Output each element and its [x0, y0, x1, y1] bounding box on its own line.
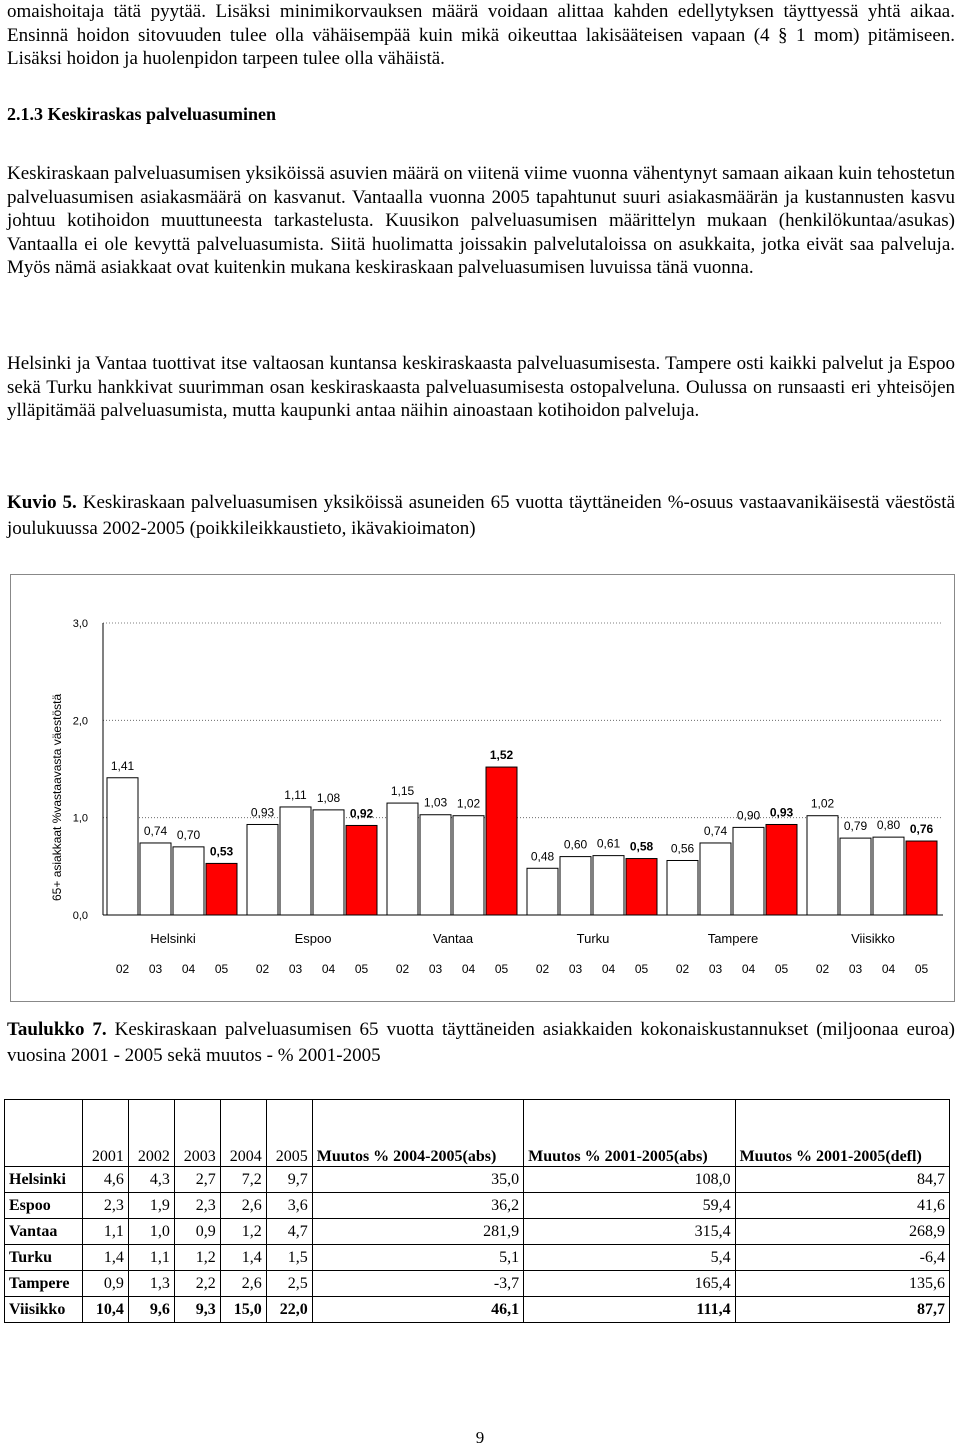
- x-group-label: Viisikko: [851, 931, 895, 946]
- table-row: [5, 1219, 950, 1245]
- data-label: 0,61: [596, 836, 621, 851]
- table-header-cell: 2004: [220, 1100, 266, 1167]
- bar: [247, 824, 278, 915]
- table-corner-cell: [5, 1100, 83, 1167]
- x-year-label: 04: [321, 962, 336, 976]
- bar: [173, 847, 204, 915]
- bar: [700, 843, 731, 915]
- bar: [766, 824, 797, 915]
- figure-caption-label: Kuvio 5.: [7, 492, 77, 513]
- table-cell: 111,4: [524, 1297, 735, 1323]
- table-cell: 4,6: [82, 1167, 128, 1193]
- page-number: 9: [475, 1428, 485, 1447]
- table-cell: 41,6: [735, 1193, 949, 1219]
- y-tick-label: 3,0: [72, 618, 88, 630]
- table-cell: -6,4: [735, 1245, 949, 1271]
- data-label: 1,02: [456, 796, 481, 811]
- figure-caption-text: Keskiraskaan palveluasumisen yksiköissä asuneiden 65 vuotta täyttäneiden %-osuus vastaavanikäisestä väestöstä joulukuussa 2002-2005 (poikkileikkaustieto, ikävakioimaton): [7, 492, 955, 539]
- paragraph-2: Helsinki ja Vantaa tuottivat itse valtaosan kuntansa keskiraskaasta palveluasumisesta. Tampere osti kaikki palvelut ja Espoo sekä Turku hankkivat suurimman osan keskiraskaasta palveluasumisesta ostopalveluna. Oulussa on runsaasti eri yhteisöjen ylläpitämää palveluasumista, mutta kaupunki antaa näihin ainoastaan kotihoidon palveluja.: [7, 353, 955, 421]
- x-year-label: 02: [255, 962, 270, 976]
- table-row-label: Viisikko: [5, 1297, 83, 1323]
- data-label: 0,92: [349, 806, 374, 821]
- data-label: 0,74: [703, 823, 728, 838]
- table-row-label: Vantaa: [5, 1219, 83, 1245]
- data-label: 0,53: [209, 844, 234, 859]
- bar: [906, 841, 937, 915]
- x-year-label: 03: [568, 962, 583, 976]
- section-heading: 2.1.3 Keskiraskas palveluasuminen: [7, 104, 277, 124]
- table-row-label: Turku: [5, 1245, 83, 1271]
- data-label: 0,93: [769, 805, 794, 820]
- data-label: 1,03: [423, 795, 448, 810]
- x-year-label: 02: [395, 962, 410, 976]
- table-cell: 87,7: [735, 1297, 949, 1323]
- table-cell: 9,7: [266, 1167, 312, 1193]
- table-row-label: Espoo: [5, 1193, 83, 1219]
- table-cell: 1,1: [128, 1245, 174, 1271]
- table-row: [5, 1271, 950, 1297]
- y-tick-label: 0,0: [72, 910, 88, 922]
- x-year-label: 04: [881, 962, 896, 976]
- table-cell: 1,4: [82, 1245, 128, 1271]
- x-year-label: 03: [708, 962, 723, 976]
- bar: [840, 838, 871, 915]
- table-header-cell: Muutos % 2001-2005(abs): [524, 1100, 735, 1167]
- x-group-label: Vantaa: [432, 931, 474, 946]
- x-year-label: 02: [535, 962, 550, 976]
- table-cell: 268,9: [735, 1219, 949, 1245]
- paragraph-1: Keskiraskaan palveluasumisen yksiköissä asuvien määrä on viitenä viime vuonna vähentynyt samaan aikaan kuin tehostetun palveluasumisen asiakasmäärä on kasvanut. Vantaalla vuonna 2005 tapahtunut suuri asiakasmäärän ja kustannusten kasvu johtuu kotihoidon muuttuneesta tarkastelusta. Kuusikon palveluasumisen määrittelyn mukaan (henkilökuntaa/asukas) Vantaalla ei ole kevyttä palveluasumista. Siitä huolimatta joissakin palvelutaloissa on asukkaita, jotka eivät saa palveluja. Myös nämä asiakkaat ovat kuitenkin mukana keskiraskaan palveluasumisen luvuissa tänä vuonna.: [7, 163, 955, 278]
- table-cell: 281,9: [312, 1219, 523, 1245]
- table-header-cell: Muutos % 2004-2005(abs): [312, 1100, 523, 1167]
- bar: [346, 825, 377, 915]
- x-year-label: 03: [848, 962, 863, 976]
- data-label: 1,11: [284, 787, 307, 802]
- table-header-cell: Muutos % 2001-2005(defl): [735, 1100, 949, 1167]
- table-caption-text: Keskiraskaan palveluasumisen 65 vuotta täyttäneiden asiakkaiden kokonaiskustannukset (miljoonaa euroa) vuosina 2001 - 2005 sekä muutos - % 2001-2005: [7, 1019, 955, 1066]
- cost-table-wrapper: [4, 1099, 950, 1323]
- table-cell: 0,9: [174, 1219, 220, 1245]
- data-label: 0,74: [143, 823, 168, 838]
- x-year-label: 04: [461, 962, 476, 976]
- bar: [313, 810, 344, 915]
- x-year-label: 04: [181, 962, 196, 976]
- table-cell: 2,7: [174, 1167, 220, 1193]
- x-year-label: 05: [914, 962, 929, 976]
- table-cell: 59,4: [524, 1193, 735, 1219]
- figure-caption: [7, 490, 955, 542]
- x-group-label: Turku: [576, 931, 610, 946]
- data-label: 1,41: [110, 758, 135, 773]
- x-year-label: 02: [815, 962, 830, 976]
- bar: [420, 815, 451, 915]
- chart-frame: [10, 574, 955, 1002]
- table-cell: 46,1: [312, 1297, 523, 1323]
- data-label: 1,02: [810, 796, 835, 811]
- table-cell: 0,9: [82, 1271, 128, 1297]
- x-year-label: 05: [214, 962, 229, 976]
- bar: [626, 859, 657, 915]
- table-cell: 1,5: [266, 1245, 312, 1271]
- data-label: 1,08: [316, 790, 341, 805]
- table-cell: 1,9: [128, 1193, 174, 1219]
- table-cell: 2,2: [174, 1271, 220, 1297]
- table-cell: 135,6: [735, 1271, 949, 1297]
- table-cell: 315,4: [524, 1219, 735, 1245]
- x-year-label: 03: [148, 962, 163, 976]
- table-row-label: Helsinki: [5, 1167, 83, 1193]
- table-cell: 10,4: [82, 1297, 128, 1323]
- table-cell: 2,5: [266, 1271, 312, 1297]
- table-cell: 2,3: [82, 1193, 128, 1219]
- table-cell: -3,7: [312, 1271, 523, 1297]
- table-header-cell: 2003: [174, 1100, 220, 1167]
- table-cell: 1,2: [220, 1219, 266, 1245]
- data-label: 0,48: [530, 849, 555, 864]
- bar: [873, 837, 904, 915]
- x-year-label: 02: [675, 962, 690, 976]
- table-cell: 2,6: [220, 1193, 266, 1219]
- table-cell: 1,4: [220, 1245, 266, 1271]
- bar: [387, 803, 418, 915]
- y-axis-label: 65+ asiakkaat %vastaavasta väestöstä: [50, 693, 64, 901]
- bar: [486, 767, 517, 915]
- table-row-label: Tampere: [5, 1271, 83, 1297]
- x-year-label: 04: [741, 962, 756, 976]
- table-header-cell: 2005: [266, 1100, 312, 1167]
- data-label: 0,56: [670, 841, 695, 856]
- data-label: 0,76: [909, 822, 934, 837]
- table-cell: 1,2: [174, 1245, 220, 1271]
- intro-paragraph: omaishoitaja tätä pyytää. Lisäksi minimikorvauksen määrä voidaan alittaa kahden edellytyksen täyttyessä yhtä aikaa. Ensinnä hoidon sitovuuden tulee olla vähäisempää kuin mikä oikeuttaa lakisääteisen vapaan (4 § 1 mom) pitämiseen. Lisäksi hoidon ja huolenpidon tarpeen tulee olla vähäistä.: [7, 1, 955, 69]
- bar: [527, 868, 558, 915]
- x-year-label: 02: [115, 962, 130, 976]
- x-group-label: Tampere: [707, 931, 759, 946]
- x-group-label: Helsinki: [150, 931, 196, 946]
- table-caption: [7, 1017, 955, 1069]
- x-year-label: 05: [354, 962, 369, 976]
- data-label: 0,93: [250, 805, 275, 820]
- x-year-label: 05: [774, 962, 789, 976]
- table-cell: 9,6: [128, 1297, 174, 1323]
- bar: [107, 778, 138, 915]
- x-year-label: 05: [634, 962, 649, 976]
- bar: [807, 816, 838, 915]
- table-header-cell: 2002: [128, 1100, 174, 1167]
- bar-chart: [11, 575, 954, 1001]
- table-cell: 1,3: [128, 1271, 174, 1297]
- table-cell: 4,3: [128, 1167, 174, 1193]
- table-cell: 84,7: [735, 1167, 949, 1193]
- data-label: 1,15: [390, 784, 415, 799]
- table-cell: 2,3: [174, 1193, 220, 1219]
- bar: [593, 856, 624, 915]
- data-label: 0,70: [176, 827, 201, 842]
- table-row: [5, 1245, 950, 1271]
- data-label: 0,90: [736, 808, 761, 823]
- x-group-label: Espoo: [294, 931, 332, 946]
- table-cell: 22,0: [266, 1297, 312, 1323]
- x-year-label: 03: [428, 962, 443, 976]
- table-cell: 2,6: [220, 1271, 266, 1297]
- table-cell: 108,0: [524, 1167, 735, 1193]
- y-tick-label: 2,0: [72, 715, 88, 728]
- bar: [733, 827, 764, 915]
- table-header-row: [5, 1100, 950, 1167]
- data-label: 0,80: [876, 818, 901, 833]
- table-cell: 5,4: [524, 1245, 735, 1271]
- table-cell: 1,1: [82, 1219, 128, 1245]
- table-cell: 9,3: [174, 1297, 220, 1323]
- table-cell: 7,2: [220, 1167, 266, 1193]
- table-cell: 165,4: [524, 1271, 735, 1297]
- x-year-label: 05: [494, 962, 509, 976]
- data-label: 0,79: [843, 819, 868, 834]
- table-header-cell: 2001: [82, 1100, 128, 1167]
- bar: [280, 807, 311, 915]
- cost-table: [4, 1099, 950, 1323]
- table-cell: 36,2: [312, 1193, 523, 1219]
- table-cell: 1,0: [128, 1219, 174, 1245]
- table-caption-label: Taulukko 7.: [7, 1019, 107, 1040]
- bar: [667, 860, 698, 915]
- data-label: 0,58: [629, 839, 654, 854]
- data-label: 1,52: [489, 748, 514, 763]
- x-year-label: 04: [601, 962, 616, 976]
- table-cell: 35,0: [312, 1167, 523, 1193]
- bar: [560, 857, 591, 915]
- data-label: 0,60: [563, 837, 588, 852]
- y-tick-label: 1,0: [72, 812, 88, 825]
- table-cell: 4,7: [266, 1219, 312, 1245]
- table-row: [5, 1167, 950, 1193]
- bar: [140, 843, 171, 915]
- table-row: [5, 1297, 950, 1323]
- table-cell: 5,1: [312, 1245, 523, 1271]
- table-row: [5, 1193, 950, 1219]
- table-cell: 3,6: [266, 1193, 312, 1219]
- table-cell: 15,0: [220, 1297, 266, 1323]
- bar: [453, 816, 484, 915]
- x-year-label: 03: [288, 962, 303, 976]
- bar: [206, 863, 237, 915]
